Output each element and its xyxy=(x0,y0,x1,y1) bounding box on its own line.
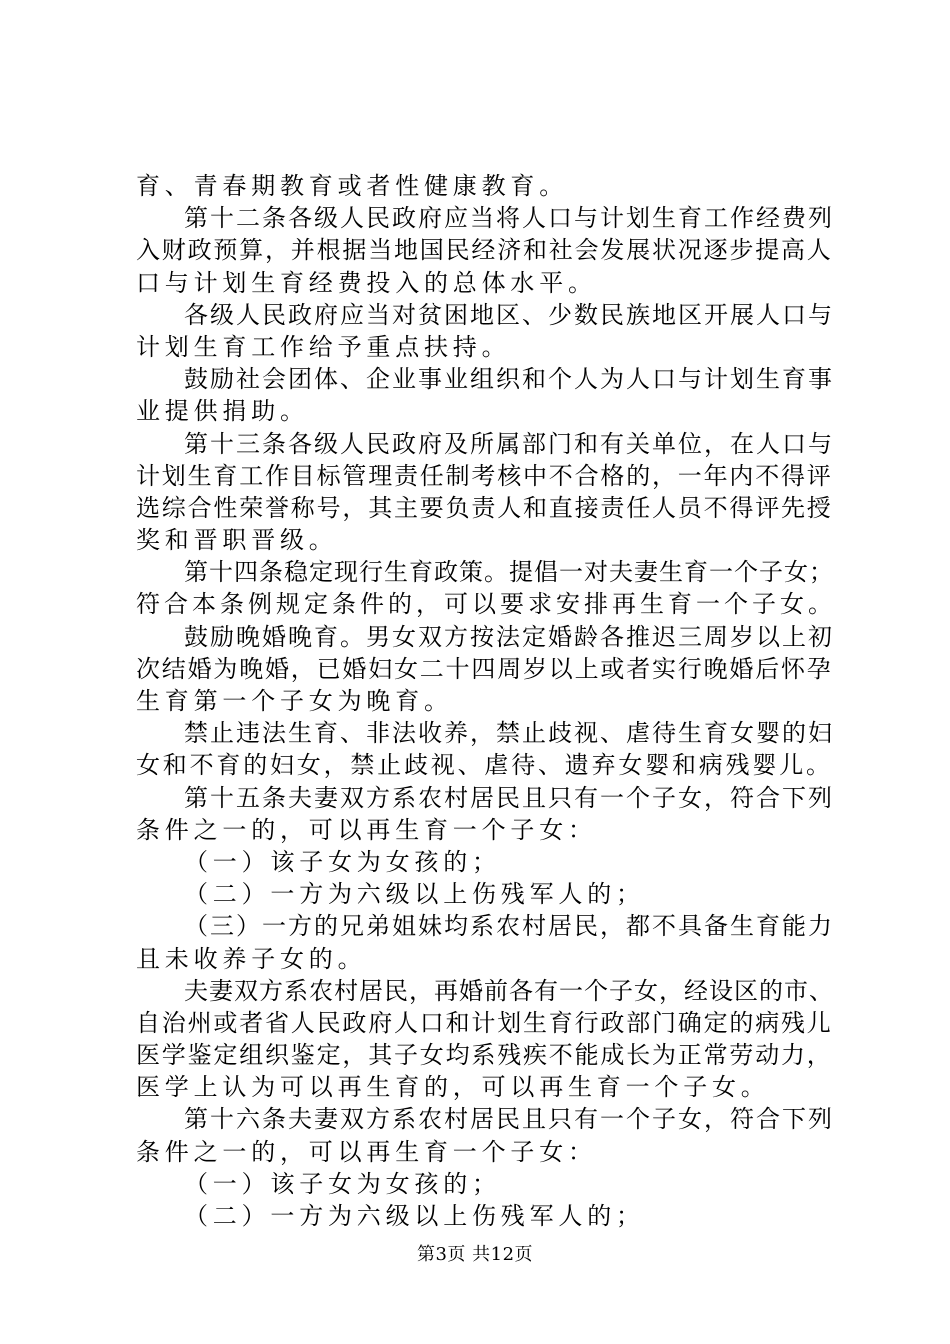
text-line: 次结婚为晚婚，已婚妇女二十四周岁以上或者实行晚婚后怀孕 xyxy=(136,654,833,683)
text-line: 女和不育的妇女，禁止歧视、虐待、遗弃女婴和病残婴儿。 xyxy=(136,751,833,780)
text-line: 禁止违法生育、非法收养，禁止歧视、虐待生育女婴的妇 xyxy=(184,719,834,748)
text-line: 奖和晋职晋级。 xyxy=(136,526,338,555)
text-line: 自治州或者省人民政府人口和计划生育行政部门确定的病残儿 xyxy=(136,1008,833,1037)
text-line: 夫妻双方系农村居民，再婚前各有一个子女，经设区的市、 xyxy=(184,976,834,1005)
page-number: 第3页 共12页 xyxy=(416,1244,534,1265)
text-line: 条件之一的，可以再生育一个子女： xyxy=(136,815,597,844)
text-line: 鼓励社会团体、企业事业组织和个人为人口与计划生育事 xyxy=(184,365,834,394)
text-line: 医学鉴定组织鉴定，其子女均系残疾不能成长为正常劳动力， xyxy=(136,1041,833,1070)
text-line: 第十五条夫妻双方系农村居民且只有一个子女，符合下列 xyxy=(184,783,834,812)
text-line: （三）一方的兄弟姐妹均系农村居民，都不具备生育能力 xyxy=(184,912,834,941)
text-line: 育、青春期教育或者性健康教育。 xyxy=(136,172,568,200)
page-footer xyxy=(0,1240,950,1266)
text-line: （二）一方为六级以上伤残军人的； xyxy=(184,880,645,909)
text-line: 第十二条各级人民政府应当将人口与计划生育工作经费列 xyxy=(184,204,834,233)
document-body xyxy=(136,170,836,1232)
text-line: 条件之一的，可以再生育一个子女： xyxy=(136,1137,597,1166)
text-line: 第十六条夫妻双方系农村居民且只有一个子女，符合下列 xyxy=(184,1105,834,1134)
text-line: （二）一方为六级以上伤残军人的； xyxy=(184,1202,645,1230)
text-line: 医学上认为可以再生育的，可以再生育一个子女。 xyxy=(136,1073,770,1102)
text-line: 第十四条稳定现行生育政策。提倡一对夫妻生育一个子女； xyxy=(184,558,834,587)
text-line: 计划生育工作给予重点扶持。 xyxy=(136,332,511,361)
text-line: （一）该子女为女孩的； xyxy=(184,1169,501,1198)
text-line: 符合本条例规定条件的，可以要求安排再生育一个子女。 xyxy=(136,590,836,619)
text-line: 选综合性荣誉称号，其主要负责人和直接责任人员不得评先授 xyxy=(136,493,833,522)
text-line: （一）该子女为女孩的； xyxy=(184,847,501,876)
text-line: 生育第一个子女为晚育。 xyxy=(136,687,453,715)
text-line: 鼓励晚婚晚育。男女双方按法定婚龄各推迟三周岁以上初 xyxy=(184,622,834,651)
text-line: 入财政预算，并根据当地国民经济和社会发展状况逐步提高人 xyxy=(136,236,833,265)
text-line: 计划生育工作目标管理责任制考核中不合格的，一年内不得评 xyxy=(136,461,833,490)
text-line: 第十三条各级人民政府及所属部门和有关单位，在人口与 xyxy=(184,429,834,458)
text-line: 且未收养子女的。 xyxy=(136,944,367,973)
text-line: 业提供捐助。 xyxy=(136,397,309,426)
text-line: 口与计划生育经费投入的总体水平。 xyxy=(136,268,597,297)
text-line: 各级人民政府应当对贫困地区、少数民族地区开展人口与 xyxy=(184,300,834,329)
